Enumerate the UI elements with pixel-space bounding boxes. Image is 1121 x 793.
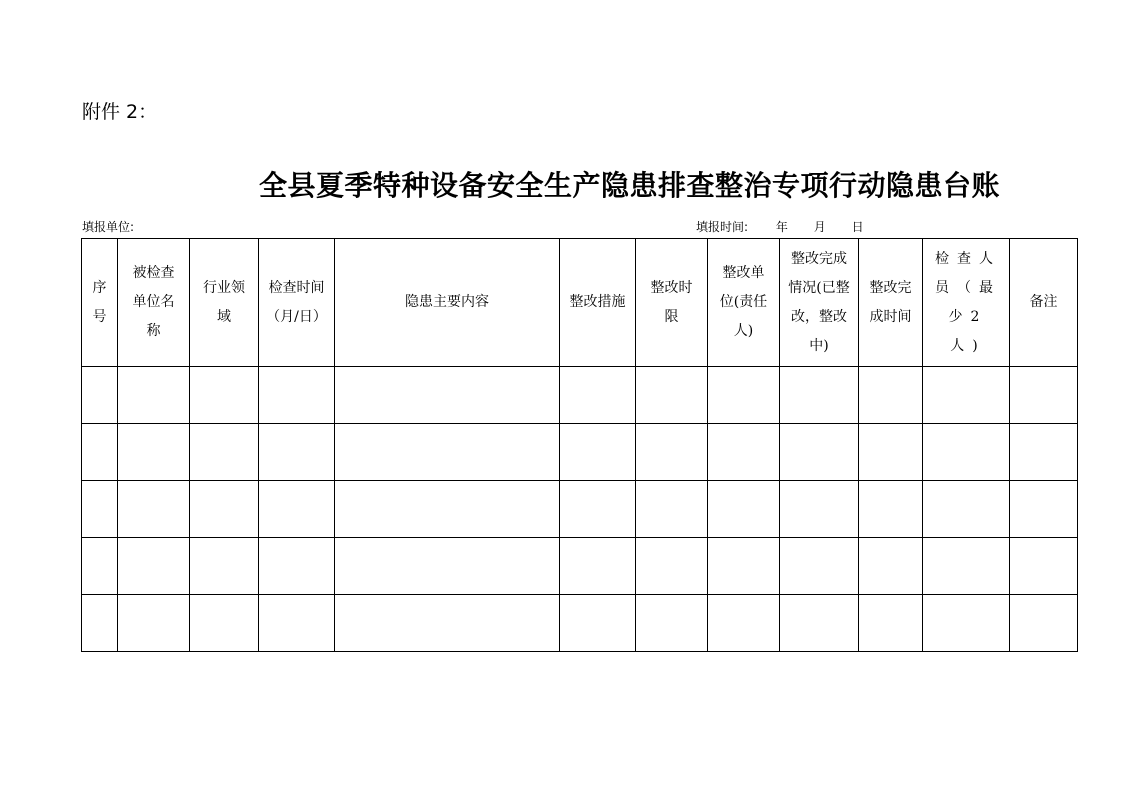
table-cell[interactable]	[780, 538, 859, 595]
col-header-completion-status: 整改完成情况(已整改，整改中)	[780, 239, 859, 367]
table-cell[interactable]	[259, 538, 335, 595]
table-cell[interactable]	[335, 424, 560, 481]
table-cell[interactable]	[259, 595, 335, 652]
reporting-unit-label: 填报单位:	[82, 220, 135, 234]
table-cell[interactable]	[335, 481, 560, 538]
table-row	[82, 595, 1078, 652]
table-cell[interactable]	[560, 481, 636, 538]
table-cell[interactable]	[118, 424, 190, 481]
table-cell[interactable]	[708, 424, 780, 481]
table-cell[interactable]	[636, 595, 708, 652]
table-cell[interactable]	[190, 481, 259, 538]
table-cell[interactable]	[1010, 424, 1078, 481]
table-cell[interactable]	[259, 367, 335, 424]
table-row	[82, 367, 1078, 424]
table-cell[interactable]	[190, 424, 259, 481]
reporting-time	[696, 218, 864, 235]
table-cell[interactable]	[259, 424, 335, 481]
month-label: 月	[813, 220, 826, 234]
table-cell[interactable]	[636, 481, 708, 538]
reporting-time-label: 填报时间:	[696, 220, 749, 234]
table-cell[interactable]	[335, 367, 560, 424]
table-cell[interactable]	[560, 538, 636, 595]
col-header-completion-time: 整改完成时间	[859, 239, 923, 367]
table-cell[interactable]	[118, 538, 190, 595]
table-cell[interactable]	[923, 424, 1010, 481]
table-row	[82, 424, 1078, 481]
col-header-inspectors: 检查人员（最少2人)	[923, 239, 1010, 367]
table-cell[interactable]	[335, 538, 560, 595]
col-header-rectification-measures: 整改措施	[560, 239, 636, 367]
table-cell[interactable]	[780, 424, 859, 481]
attachment-label: 附件 2：	[82, 101, 158, 123]
table-row	[82, 481, 1078, 538]
table-cell[interactable]	[118, 595, 190, 652]
table-cell[interactable]	[118, 481, 190, 538]
table-cell[interactable]	[780, 481, 859, 538]
table-cell[interactable]	[82, 481, 118, 538]
table-cell[interactable]	[636, 367, 708, 424]
table-row	[82, 538, 1078, 595]
table-cell[interactable]	[923, 595, 1010, 652]
table-cell[interactable]	[82, 367, 118, 424]
table-body	[82, 367, 1078, 652]
col-header-industry: 行业领域	[190, 239, 259, 367]
table-cell[interactable]	[1010, 481, 1078, 538]
table-cell[interactable]	[190, 595, 259, 652]
table-cell[interactable]	[335, 595, 560, 652]
table-cell[interactable]	[560, 595, 636, 652]
table-cell[interactable]	[560, 424, 636, 481]
table-cell[interactable]	[82, 538, 118, 595]
col-header-remarks: 备注	[1010, 239, 1078, 367]
table-cell[interactable]	[859, 538, 923, 595]
day-label: 日	[851, 220, 864, 234]
table-cell[interactable]	[780, 367, 859, 424]
table-cell[interactable]	[636, 424, 708, 481]
col-header-responsible-unit: 整改单位(责任人)	[708, 239, 780, 367]
table-cell[interactable]	[259, 481, 335, 538]
table-cell[interactable]	[560, 367, 636, 424]
table-cell[interactable]	[859, 424, 923, 481]
table-cell[interactable]	[859, 367, 923, 424]
year-label: 年	[775, 220, 788, 234]
table-cell[interactable]	[923, 367, 1010, 424]
col-header-rectification-deadline: 整改时限	[636, 239, 708, 367]
table-cell[interactable]	[859, 595, 923, 652]
table-cell[interactable]	[923, 481, 1010, 538]
table-cell[interactable]	[708, 367, 780, 424]
table-cell[interactable]	[780, 595, 859, 652]
col-header-inspected-unit: 被检查单位名称	[118, 239, 190, 367]
table-cell[interactable]	[1010, 367, 1078, 424]
col-header-inspection-date: 检查时间（月/日）	[259, 239, 335, 367]
table-cell[interactable]	[82, 424, 118, 481]
col-header-serial: 序号	[82, 239, 118, 367]
table-cell[interactable]	[636, 538, 708, 595]
col-header-hazard-content: 隐患主要内容	[335, 239, 560, 367]
table-cell[interactable]	[708, 595, 780, 652]
table-cell[interactable]	[82, 595, 118, 652]
table-cell[interactable]	[118, 367, 190, 424]
table-cell[interactable]	[1010, 595, 1078, 652]
table-cell[interactable]	[708, 481, 780, 538]
table-cell[interactable]	[1010, 538, 1078, 595]
hazard-ledger-table	[81, 238, 1078, 652]
table-header-row	[82, 239, 1078, 367]
table-cell[interactable]	[923, 538, 1010, 595]
page-title: 全县夏季特种设备安全生产隐患排查整治专项行动隐患台账	[259, 169, 1001, 202]
table-cell[interactable]	[190, 538, 259, 595]
table-cell[interactable]	[859, 481, 923, 538]
table-cell[interactable]	[190, 367, 259, 424]
table-cell[interactable]	[708, 538, 780, 595]
